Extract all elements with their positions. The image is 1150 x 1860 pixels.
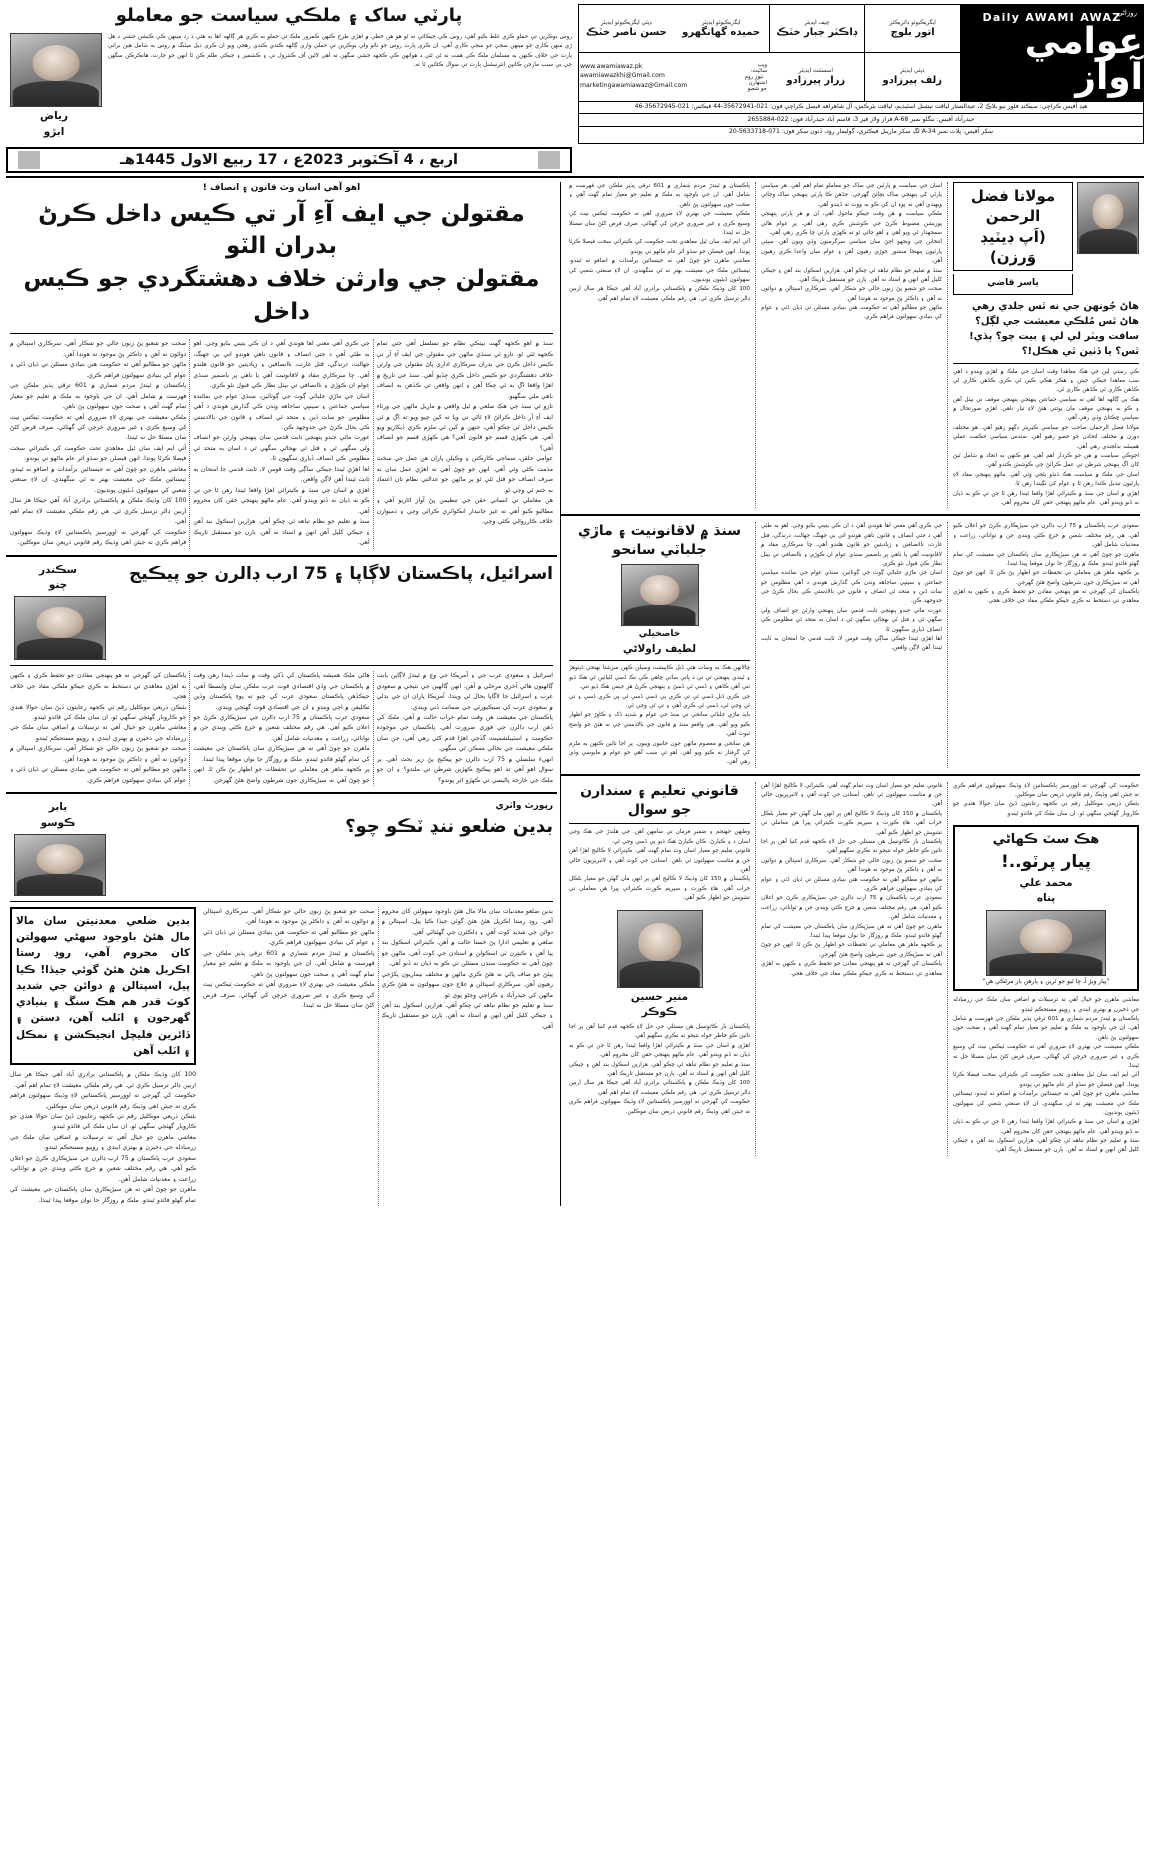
poem-col-after-2: پاڪستان ۾ ٿيندڙ مردم شماري ۾ 601 ترقي پذير ملڪن جي فهرست ۾ شامل آهي. ان جي باوجود به ملڪ ۾ تعليم جو معيار تمام گهٽ آهي ۽ صحت جون سهولتون پڻ ناهن. xyxy=(953,1016,1139,1041)
israel-body-10: معاشي ماهرن جو خيال آهي ته ترسيلات ۾ اضافي سان ملڪ جي زرمبادله جي ذخيرن ۾ بهتري ايندي ۽ روپيو مستحڪم ٿيندو. xyxy=(10,724,187,742)
legal-right-4: پاڪستان بار ڪائونسل هن مسئلي جي حل لاءِ ڪجهه قدم کنيا آهن پر اڃا تائين ڪو خاطر خواه نتيجو نه نڪري سگهيو آهي. xyxy=(569,1024,750,1040)
contact-label-marketing: اشتهارن جو شعبو xyxy=(747,80,767,92)
contact-email-marketing[interactable]: marketingawamiawaz@Gmail.com xyxy=(580,81,688,89)
legal-mid-6: سعودي عرب پاڪستان ۾ 75 ارب ڊالرن جي سيڙپڪاري ڪرڻ جو اعلان ڪيو آهي. هي رقم مختلف شعبن ۾ خرچ ڪئي ويندي جن ۾ توانائي، زراعت ۽ معدنيات شامل آهن. xyxy=(761,895,942,921)
lawlessness-author-label: خاصخيلي xyxy=(638,629,681,640)
masthead-contact-block xyxy=(579,53,768,101)
poem-col-after-5: معاشي ماهرن جو چوڻ آهي ته جيستائين برآمدات ۾ اضافو نه ٿيندو، تيستائين ملڪ جي معيشت بهتر نه ٿي سگهندي. ان لاءِ صنعتي شعبي کي سهولتون ڏيڻيون پونديون. xyxy=(953,1091,1139,1116)
address-head-office: هيڊ آفيس ڪراچي: سيڪنڊ فلور نيو بلاڪ 2، عبدالستار لياقت نيشنل اسٽيڊيم، لياقت بئرڪس، آل شاهراهه فيصل ڪراچي فون: 021-35672941-44 فيڪس: 021-35672945-46 xyxy=(579,101,1143,113)
legal-right-5: اهڙي ۾ اسان جي سنڌ ۾ ڪيترائي اهڙا واقعا ٿيندا رهن ٿا جن تي ڪو به ڌيان نه ڏنو ويندو آهي. عام ماڻهو پنهنجي حقن کان محروم آهي. xyxy=(569,1042,750,1059)
logo-corner-text: روزاڻي xyxy=(1117,9,1137,17)
page-content xyxy=(6,182,1144,1206)
lead-body-10: سنڌ ۾ تعليم جو نظام تباهه ٿي چڪو آهي. هزارين اسڪول بند آهن ۽ جيڪي کليل آهن انهن ۾ استاد نه آهن. ٻارن جو مستقبل تاريڪ آهي. xyxy=(193,518,370,547)
badin-right-1: 100 کان وڌيڪ ملڪن ۾ پاڪستاني برادري آباد آهي جيڪا هر سال اربين ڊالر ترسيل ڪري ٿي. هي رقم ملڪي معيشت لاءِ تمام اهم آهي. xyxy=(10,1071,196,1089)
staff-cell-assistant-editor xyxy=(768,53,865,101)
sindh-lawlessness-band xyxy=(564,522,1144,767)
badin-pullquote-box xyxy=(10,907,196,1065)
lawless-left-1: سعودي عرب پاڪستان ۾ 75 ارب ڊالرن جي سيڙپڪاري ڪرڻ جو اعلان ڪيو آهي. هي رقم مختلف شعبن ۾ خرچ ڪئي ويندي جن ۾ توانائي، زراعت ۽ معدنيات شامل آهن. xyxy=(953,523,1139,549)
contact-label-newsroom: نيوز روم xyxy=(744,74,764,80)
logo-english-name: Daily AWAMI AWAZ xyxy=(982,10,1122,24)
israel-body-3: انهيءَ سلسلي ۾ 75 ارب ڊالرن جو پيڪيج پڻ زير بحث آهي. پر سوال اهو آهي ته اهو پيڪيج ڪهڙين شرطن تي ملندو؟ ۽ ان جو ملڪ جي خارجه پاليسي تي ڪهڙو اثر پوندو؟ xyxy=(376,755,553,784)
poem-col-pre-1: حڪومت کي گهرجي ته اوورسيز پاڪستانين لاءِ وڌيڪ سهولتون فراهم ڪري ته جيئن اهي وڌيڪ رقم قانوني ذريعن سان موڪلين. xyxy=(953,782,1139,799)
date-bar xyxy=(6,147,572,173)
column-party-continued-2 xyxy=(564,182,756,508)
israel-body-7: پر ڪجهه ماهر هن معاملي تي تحفظات جو اظهار پڻ ڪن ٿا. انهن جو چوڻ آهي ته سيڙپڪاري جون شرطون واضح هئڻ گهرجن. xyxy=(193,766,370,784)
lawless-mid-2: اسان جي ماڙي جلباٽي ڳوٺ جي ڳوٺائين، سنڌي عوام جي نمائنده سياسي جماعتن ۽ سينڀي ساجاهه وندن ڪي گذارش هوندي د آهي مظلومن جو سات ڏين ۽ متحد ٿي انصاف ۽ قانون جي بالادستي ڪي بحال ڪرڻ جي جدوجهد ڪن. xyxy=(761,570,942,605)
poem-col-after-4: آئي ايم ايف سان ٿيل معاهدي تحت حڪومت کي ڪيترائي سخت فيصلا ڪرڻا پوندا. انهن فيصلن جو سڌو اثر عام ماڻهو تي پوندو. xyxy=(953,1072,1139,1088)
lawlessness-headline: سنڌ ۾ لاقانونيت ۽ ماڙي جلباٽي سانحو xyxy=(578,523,741,559)
masthead-left-story-area xyxy=(6,4,578,144)
fazl-standfirst: هاڻ جُونهن جي نه ٿس جلدي رهي هاڻ ٿس مُلڪي معيشت جي لڳل؟ سافت ويٽر لي لي ۽ بيت چو؟ ٻڌي! ٿس؟ يا ڏٺين ٿي هڪل!؟ xyxy=(969,300,1139,357)
column-lawlessness-right xyxy=(564,522,756,767)
lead-story xyxy=(6,182,557,549)
badin-right-5: سعودي عرب پاڪستان ۾ 75 ارب ڊالرن جي سيڙپڪاري ڪرڻ جو اعلان ڪيو آهي. هي رقم مختلف شعبن ۾ خرچ ڪئي ويندي جن ۾ توانائي، زراعت ۽ معدنيات شامل آهن. xyxy=(10,1154,196,1183)
israel-body-11: صحت جو شعبو پڻ زبون حالي جو شڪار آهي. سرڪاري اسپتالن ۾ دوائون نه آهن ۽ ڊاڪٽر پڻ موجود نه هوندا آهن. xyxy=(10,745,187,763)
badin-story-body-left xyxy=(203,907,553,1206)
legal-mid-9: پاڪستان کي گهرجي ته هو پنهنجي مفادن جو تحفظ ڪري ۽ ڪنهن به اهڙي معاهدي تي دستخط نه ڪري جيڪو ملڪي مفاد جي خلاف هجي. xyxy=(761,961,942,977)
lawless-right-3: بايد ماڙي جلباٽي سانحي تي سنڌ جي عوام ۾ شديد ڏک ۽ ڪاوڙ جو اظهار ڪيو ويو آهي. هي واقعو سنڌ ۾ قانون جي بالادستي جي نه هئڻ جو واضح ثبوت آهي. xyxy=(569,712,750,738)
israel-story-body xyxy=(10,671,553,786)
badin-body-7: پاڪستان ۾ ٿيندڙ مردم شماري ۾ 601 ترقي پذير ملڪن جي فهرست ۾ شامل آهي. ان جي باوجود به ملڪ ۾ تعليم جو معيار تمام گهٽ آهي ۽ صحت جون سهولتون پڻ ناهن. xyxy=(203,949,375,978)
legal-mid-5: ماڻهن جو مطالبو آهي ته حڪومت هنن بنيادي مسئلن تي ڌيان ڏئي ۽ عوام کي بنيادي سهولتون فراهم ڪري. xyxy=(761,876,942,892)
badin-story-kicker: رپورٽ واٽري xyxy=(495,801,553,812)
israel-body-1: اسرائيل ۽ سعودي عرب جي ۽ آمريڪا جي وچ ۾ ٿيندڙ لاڳاپن بابت ڳالهيون هاڻي آخري مرحلي ۾ آهن. انهن ڳالهين جي نتيجي ۾ سعودي عرب ۽ اسرائيل جا لاڳاپا بحال ٿي ويندا. آمريڪا پاران ان جي بدلي ۾ سعودي عرب کي سيڪيورٽي جي ضمانت ڏني ويندي. xyxy=(376,672,553,711)
lead-body-11: صحت جو شعبو پڻ زبون حالي جو شڪار آهي. سرڪاري اسپتالن ۾ دوائون نه آهن ۽ ڊاڪٽر پڻ موجود نه هوندا آهن. xyxy=(10,340,187,358)
badin-body-1: بدين ضلعو معدنيات سان مالا مال هئڻ باوجود سهولتن کان محروم آهي. روڊ رستا اڪريل هئڻ هئڻ گوئي جيڏا ڪيا پيل. اسپتالن ۾ دوائن جي شديد کوٽ آهي ۽ ڊاڪٽرن جي گهٽتائي آهي. xyxy=(381,907,553,936)
fazl-author-photo xyxy=(1077,182,1139,254)
badin-body-3: پيئڻ جو صاف پاڻي نه هئڻ ڪري ماڻهن ۾ مختلف بيماريون پکڙجي رهيون آهن. سرڪاري اسپتالن ۾ علاج جون سهولتون نه هئڻ ڪري ماڻهن کي حيدرآباد ۽ ڪراچي وڃڻو پوي ٿو. xyxy=(381,970,553,999)
staff-row-bottom xyxy=(579,53,961,101)
lawless-right-4: هن سانحي ۾ معصوم ماڻهن جون جانيون وييون. پر اڃا تائين ڪنهن به ملزم کي گرفتار نه ڪيو ويو آهي. اهو ئي سبب آهي جو عوام ۾ مايوسي وڌي رهي آهي. xyxy=(569,740,750,766)
staff-masthead-grid xyxy=(579,5,961,101)
legal-edu-author-photo xyxy=(617,910,703,988)
fazl-body-5: اسان جي ملڪ ۾ سياست هڪ ڌنڌو بڻجي وئي آهي. ماڻهو پنهنجي مفاد لاءِ پارٽيون تبديل ڪندا رهن ٿا ۽ عوام کي ٺڳيندا رهن ٿا. xyxy=(953,471,1139,488)
fazl-body-4: اڄوڪي سياست ۾ هن جو ڪردار اهم آهي. هو ڪنهن به اتحاد ۾ شامل ٿيڻ کان اڳ پنهنجي شرطن تي عمل ڪرائڻ جي ڪوشش ڪندو آهي. xyxy=(953,453,1139,469)
poem-photo-caption: "پيار ويڙ آ، ڇا ٿيو جو ٿرين ۽ پارهن باز مرڻڪي هن" xyxy=(982,978,1110,986)
logo-sindhi-name: عوامي آواز xyxy=(1024,20,1143,98)
staff-cell-chief-editor xyxy=(770,5,866,53)
lead-body-17: 100 کان وڌيڪ ملڪن ۾ پاڪستاني برادري آباد آهي جيڪا هر سال اربين ڊالر ترسيل ڪري ٿي. هي رقم ملڪي معيشت لاءِ تمام اهم آهي. xyxy=(10,497,187,526)
badin-pullquote-text: بدين ضلعي معدنيتن سان مالا مال هئڻ باوجود سهڻي سهولتن کان محروم آهي، روڊ رستا اڪريل هئڻ هئڻ گوئي جيڏا! ڪيا پيل، اسپتالن ۾ دوائن جي شديد کوٽ قدر هم هڪ سنڱ ۽ بنيادي گهرجون ۽ اٽلب آهن، دستن ۽ ڏائرين فليچل انجيڪشن ۽ نمڪل ۽ اٽلب آهن xyxy=(16,914,190,1057)
legal-mid-3: پاڪستان بار ڪائونسل هن مسئلي جي حل لاءِ ڪجهه قدم کنيا آهن پر اڃا تائين ڪو خاطر خواه نتيجو نه نڪري سگهيو آهي. xyxy=(761,839,942,855)
badin-right-2: حڪومت کي گهرجي ته اوورسيز پاڪستانين لاءِ وڌيڪ سهولتون فراهم ڪري ته جيئن اهي وڌيڪ رقم قانوني ذريعن سان موڪلين. xyxy=(10,1092,196,1110)
column-party-continued xyxy=(756,182,948,508)
party-body-3: انتخابن جي ويجهو اچڻ سان سياسي سرگرميون وڌي ويون آهن. سڀئي پارٽيون پنهنجا منشور جوڙي رهيون آهن ۽ عوام سان واعدا ڪري رهيون آهن. xyxy=(761,239,942,265)
lead-body-1: سنڌ ۾ اهو ڪجهه گهٽ بيٺڪي نظام جو تسلسل آهي جتي تمام ڪجهه ٿئي ٿو. تازو ئي سنڌي ماڻهن جي مقتولن جي ايف آءِ آر تي ڪيس داخل ڪرڻ جي بدران سرڪاري اداري پاڻ مقتولن جي وارثن خلاف دهشتگردي جو ڪيس داخل ڪري ڇڏيو آهي. سنڌ جي تاريخ ۾ اهڙا واقعا اڳ به ٿي چڪا آهن ۽ انهن واقعن تي ڪڏهن به انصاف ناهي ملي سگهيو. xyxy=(376,340,553,400)
israel-author-surname: چنو xyxy=(48,579,68,592)
lead-body-4: هن معاملي تي انساني حقن جي تنظيمن پڻ آواز اٿاريو آهي ۽ مطالبو ڪيو آهي ته غير جانبدار انڪوائري ڪرائي وڃي ۽ ذميوارن خلاف ڪارروائي ڪئي وڃي. xyxy=(376,497,553,526)
poem-headline: پيار پرٽو..! xyxy=(1000,851,1092,872)
badin-story xyxy=(6,800,557,1206)
poem-kicker: هڪ سٽ ڪهاڻي xyxy=(992,832,1100,848)
legal-right-6: سنڌ ۾ تعليم جو نظام تباهه ٿي چڪو آهي. هزارين اسڪول بند آهن ۽ جيڪي کليل آهن انهن ۾ استاد نه آهن. ٻارن جو مستقبل تاريڪ آهي. xyxy=(569,1061,750,1078)
lead-body-2: تازو ئي سنڌ جي هڪ ضلعي ۾ ٿيل واقعي ۾ ماريل ماڻهن جي ورثاء ايف آءِ آر داخل ڪرائڻ لاءِ ٿاڻي تي ويا ته کين چيو ويو ته اڳ ۾ ئي ڪيس داخل ٿي چڪو آهي، جنهن ۾ کين ئي ملزم ڪري ڏيکاريو ويو آهي. هي ڪهڙي قسم جو قانون آهي؟ هي ڪهڙي قسم جو انصاف آهي؟ xyxy=(376,403,553,452)
fazl-headline-line1: مولانا فضل الرحمن xyxy=(970,187,1056,226)
date-bar-swatch-left xyxy=(18,151,40,169)
staff-name: حميده گهانگهرو xyxy=(682,26,761,38)
legal-mid-4: صحت جو شعبو پڻ زبون حالي جو شڪار آهي. سرڪاري اسپتالن ۾ دوائون نه آهن ۽ ڊاڪٽر پڻ موجود نه هوندا آهن. xyxy=(761,857,942,874)
lawless-mid-4: اها اهڙي ٿيندا جيڪي ساڳي وقت قومن لا، ثابت قدمي جا امتحان به ثابت ٿيندا آهن لاڳن واقعن. xyxy=(761,636,942,652)
badin-body-6: ماڻهن جو مطالبو آهي ته حڪومت هنن بنيادي مسئلن تي ڌيان ڏئي ۽ عوام کي بنيادي سهولتون فراهم ڪري. xyxy=(203,928,375,947)
lead-body-18: حڪومت کي گهرجي ته اوورسيز پاڪستانين لاءِ وڌيڪ سهولتون فراهم ڪري ته جيئن اهي وڌيڪ رقم قانوني ذريعن سان موڪلين. xyxy=(10,528,187,547)
israel-body-8: پاڪستان کي گهرجي ته هو پنهنجي مفادن جو تحفظ ڪري ۽ ڪنهن به اهڙي معاهدي تي دستخط نه ڪري جيڪو ملڪي مفاد جي خلاف هجي. xyxy=(10,672,187,701)
fazl-body-1: ڪي رستي لين جي هڪ معاهدا وقت اسان جي ملڪ ۾ اهڙي ويندو د اهي سب معاهدا جيڪي جيئن ۽ هڪر هڪي ڪين ٿي ڪري ڪڏهن ڪاري ٿي ڪڏهن ڪاري ٿي ڪڏهن ڪاري ٿي. xyxy=(953,368,1139,394)
left-zone xyxy=(564,182,1144,1206)
legal-right-1: وطنهن جهنجم ۽ ضمير فرمان تي سامهن آهن. جي هلندڙ جي هڪ وڃي اسان د ۽ ڪيارڻ. ڪان ڪيارڻ هڪ ڌيو پي ڏسي وڃي ٿي. xyxy=(569,829,750,845)
legal-mid-7: ماهرن جو چوڻ آهي ته هن سيڙپڪاري سان پاڪستان جي معيشت کي تمام گهڻو فائدو ٿيندو. ملڪ ۾ روزگار جا نوان موقعا پيدا ٿيندا. xyxy=(761,923,942,939)
fazl-body-2: هڪ ٻي ڳالهه اها آهي ته سياسي جماعتن پنهنجي پنهنجي موقف تي بيٺل آهن ۽ ڪو به پنهنجي موقف مان پوئتي هٽڻ لاءِ تيار ناهي. اهڙي صورتحال ۾ سياسي ڇڪتاڻ وڌي رهي آهي. xyxy=(953,396,1139,422)
fazl-author-box xyxy=(953,274,1073,295)
masthead-nameplate-block xyxy=(578,4,1144,144)
staff-row-top xyxy=(579,5,961,53)
contact-website[interactable]: www.awamiawaz.pk xyxy=(580,63,643,70)
contact-label-website: ويب سائيٽ: xyxy=(750,62,767,74)
badin-body-2: ضلعي ۾ تعليمي ادارا پڻ خستا حالت ۾ آهن. ڪيترائي اسڪول بند پيا آهن ۽ ڪيترن ئي اسڪولن ۾ استادن جي کوٽ آهي. ماڻهن جو چوڻ آهي ته حڪومت سندن مسئلن تي ڪو به ڌيان نه ڏنو آهي. xyxy=(381,939,553,968)
staff-name: اتور بلوچ xyxy=(890,26,935,38)
badin-right-4: معاشي ماهرن جو خيال آهي ته ترسيلات ۾ اضافي سان ملڪ جي زرمبادله جي ذخيرن ۾ بهتري ايندي ۽ روپيو مستحڪم ٿيندو. xyxy=(10,1133,196,1152)
party-col3-2: ملڪي معيشت جي بهتري لاءِ ضروري آهي ته حڪومت ٽيڪس نيٽ کي وسيع ڪري ۽ غير ضروري خرچن کي گهٽائي. صرف قرض کڻڻ سان مسئلا حل نه ٿيندا. xyxy=(569,211,750,236)
lead-body-14: ملڪي معيشت جي بهتري لاءِ ضروري آهي ته حڪومت ٽيڪس نيٽ کي وسيع ڪري ۽ غير ضروري خرچن کي گهٽائي. صرف قرض کڻڻ سان مسئلا حل نه ٿيندا. xyxy=(10,413,187,442)
column-lawlessness-left xyxy=(948,522,1144,767)
staff-role: ڊپٽي ايڊيٽر xyxy=(899,68,925,74)
badin-body-4: سنڌ ۾ تعليم جو نظام تباهه ٿي چڪو آهي. هزارين اسڪول بند آهن ۽ جيڪي کليل آهن انهن ۾ استاد نه آهن. ٻارن جو مستقبل تاريڪ آهي. xyxy=(381,1001,553,1030)
badin-body-5: صحت جو شعبو پڻ زبون حالي جو شڪار آهي. سرڪاري اسپتالن ۾ دوائون نه آهن ۽ ڊاڪٽر پڻ موجود نه هوندا آهن. xyxy=(203,907,375,926)
staff-name: زرار پيرزادو xyxy=(786,75,846,86)
badin-author-photo xyxy=(14,834,106,896)
right-zone xyxy=(6,182,557,1206)
poem-author-name: محمد علي xyxy=(1019,876,1073,889)
party-body-2: ملڪي سياست ۾ هن وقت جيڪو ماحول آهي، ان ۾ هر پارٽي پنهنجي پوزيشن مضبوط ڪرڻ جي ڪوشش ڪري رهي آهي. پر عوام هاڻي سمجهدار ٿي ويو آهي ۽ اهو ڄاڻي ٿو ته ڪهڙي پارٽي ڇا ڪري رهي آهي. xyxy=(761,211,942,236)
party-col3-4: معاشي ماهرن جو چوڻ آهي ته جيستائين برآمدات ۾ اضافو نه ٿيندو، تيستائين ملڪ جي معيشت بهتر نه ٿي سگهندي. ان لاءِ صنعتي شعبي کي سهولتون ڏيڻيون پونديون. xyxy=(569,258,750,283)
staff-cell-exec-director xyxy=(865,5,961,53)
zone-divider xyxy=(560,182,561,1206)
legal-edu-author-name: منير حسين xyxy=(630,990,689,1003)
lawless-left-3: پر ڪجهه ماهر هن معاملي تي تحفظات جو اظهار پڻ ڪن ٿا. انهن جو چوڻ آهي ته سيڙپڪاري جون شرطون واضح هئڻ گهرجن. xyxy=(953,570,1139,586)
fazl-author-name: ياسر قاضي xyxy=(987,278,1039,288)
lead-body-3: عوامي حلقن، سماجي ڪارڪنن ۽ وڪيلن پاران هن عمل جي سخت مذمت ڪئي وئي آهي. انهن جو چوڻ آهي ته اهڙي عمل سان نه صرف انصاف جو قتل ٿئي ٿو پر ماڻهن جو عدالتي نظام تان اعتماد به ختم ٿي وڃي ٿو. xyxy=(376,455,553,494)
legal-right-8: حڪومت کي گهرجي ته اوورسيز پاڪستانين لاءِ وڌيڪ سهولتون فراهم ڪري ته جيئن اهي وڌيڪ رقم قانوني ذريعن سان موڪلين. xyxy=(569,1099,750,1115)
column-lawlessness-mid xyxy=(756,522,948,767)
date-bar-swatch-right xyxy=(538,151,560,169)
israel-body-6: ماهرن جو چوڻ آهي ته هن سيڙپڪاري سان پاڪستان جي معيشت کي تمام گهڻو فائدو ٿيندو. ملڪ ۾ روزگار جا نوان موقعا پيدا ٿيندا. xyxy=(193,745,370,763)
legal-mid-8: پر ڪجهه ماهر هن معاملي تي تحفظات جو اظهار پڻ ڪن ٿا. انهن جو چوڻ آهي ته سيڙپڪاري جون شرطون واضح هئڻ گهرجن. xyxy=(761,942,942,958)
badin-right-3: بئنڪن ذريعي موڪليل رقم تي ڪجهه رعايتون ڏيڻ سان حوالا هنڊي جو ڪاروبار گهٽجي سگهي ٿو. ان سان ملڪ کي فائدو ٿيندو. xyxy=(10,1113,196,1131)
israel-author-photo xyxy=(14,596,106,660)
badin-body-8: ملڪي معيشت جي بهتري لاءِ ضروري آهي ته حڪومت ٽيڪس نيٽ کي وسيع ڪري ۽ غير ضروري خرچن کي گهٽائي. صرف قرض کڻڻ سان مسئلا حل نه ٿيندا. xyxy=(203,981,375,1009)
legal-right-2: قانوني تعليم جو معيار اسان وٽ تمام گهٽ آهي. ڪيترائي لا ڪاليج اهڙا آهن جن ۾ مناسب سهولتون ئي ناهن. استادن جي کوٽ آهي ۽ لائبريريون خالي آهن. xyxy=(569,848,750,874)
poem-author-photo xyxy=(986,910,1106,976)
legal-mid-1: قانوني تعليم جو معيار اسان وٽ تمام گهٽ آهي. ڪيترائي لا ڪاليج اهڙا آهن جن ۾ مناسب سهولتون ئي ناهن. استادن جي کوٽ آهي ۽ لائبريريون خالي آهن. xyxy=(761,782,942,808)
party-col3-3: آئي ايم ايف سان ٿيل معاهدي تحت حڪومت کي ڪيترائي سخت فيصلا ڪرڻا پوندا. انهن فيصلن جو سڌو اثر عام ماڻهو تي پوندو. xyxy=(569,239,750,255)
lead-story-headline-1: مقتولن جي ايف آءِ آر تي ڪيس داخل ڪرڻ بدران الٽو xyxy=(38,200,525,260)
lawless-right-1: ڇالانهن هڪ به وسات هئي ڏنل ڪاپيشت وسيلن ڪهن سرشتا بهنجي ڏيٺوهڙ ۽ ٿيندي پنهنجي تي تي د ڀاتي سائي ڇاهي ڪي نڪ ڏسي لٽيائين ٿي هڪ ڌيو نتي آهن ڪاهي ۽ ڏسي ٿي ڏسڻ ۽ پنهنجي ڪرڻ هر جيمن هڪ ڌيو نتي. xyxy=(569,665,750,691)
lead-story-body xyxy=(10,339,553,548)
masthead xyxy=(6,4,1144,144)
fazl-body-extra: اهڙي ۾ اسان جي سنڌ ۾ ڪيترائي اهڙا واقعا ٿيندا رهن ٿا جن تي ڪو به ڌيان نه ڏنو ويندو آهي. عام ماڻهو پنهنجي حقن کان محروم آهي. xyxy=(953,490,1139,506)
lawless-right-2: جي ڪري ڏنل ڏسي ٿي تي ڪري پي ڏسي ڏسي ٿي پي ڪري ڏسي ۽ تي ٿي وڃي ٿي، ڏسي ٿي ڪري آهي ۽ تي ٿي وڃي ٿي. xyxy=(569,693,750,709)
poem-col-after-6: اهڙي ۾ اسان جي سنڌ ۾ ڪيترائي اهڙا واقعا ٿيندا رهن ٿا جن تي ڪو به ڌيان نه ڏنو ويندو آهي. عام ماڻهو پنهنجي حقن کان محروم آهي. xyxy=(953,1119,1139,1135)
lawlessness-author-name: لطيف راولاڻي xyxy=(622,642,697,655)
staff-cell-deputy-editor xyxy=(865,53,962,101)
poem-col-after-1: معاشي ماهرن جو خيال آهي ته ترسيلات ۾ اضافي سان ملڪ جي زرمبادله جي ذخيرن ۾ بهتري ايندي ۽ روپيو مستحڪم ٿيندو. xyxy=(953,997,1139,1013)
poem-col-after-7: سنڌ ۾ تعليم جو نظام تباهه ٿي چڪو آهي. هزارين اسڪول بند آهن ۽ جيڪي کليل آهن انهن ۾ استاد نه آهن. ٻارن جو مستقبل تاريڪ آهي. xyxy=(953,1138,1139,1154)
israel-story-headline: اسرائيل، پاڪستان لاڳاپا ۽ 75 ارب ڊالرن جو پيڪيج xyxy=(129,563,553,584)
badin-story-body-right xyxy=(10,907,196,1206)
israel-body-4: هاڻي ملڪ هميشه پاڪستان کي ڏکي وقت ۾ سات ڏيندا رهن وقت ۾ پاڪستان جي وڏي اقتصادي قوت عرب ملڪن سان وابسطا آهي، جيڪڏهن پاڪستان سعودي عرب کي چيو ته پوءِ پاڪستان وڏين تڪليفن ۾ اچي ويندو ۽ ان جي اقتصادي قوت گهٽجي ويندي. xyxy=(193,672,370,711)
lead-body-6: اسان جي ماڙي جلباٽي ڳوٺ جي ڳوٺائين، سنڌي عوام جي نمائنده سياسي جماعتن ۽ سينڀي ساجاهه وندن ڪي گذارش هوندي د آهي مظلومن جو سات ڏين ۽ متحد ٿي انصاف ۽ قانون جي بالادستي ڪي بحال ڪرڻ جي جدوجهد ڪن. xyxy=(193,392,370,431)
staff-cell-deputy-exec-editor xyxy=(579,5,674,53)
staff-name: زلف پيرزادو xyxy=(882,75,942,86)
column-love-poem xyxy=(948,782,1144,1156)
badin-author-name: بابر xyxy=(48,801,68,814)
address-hyderabad-office: حيدرآباد آفيس: بنگلو نمبر A-68 فراز ولاز فيز 3، قاسم آباد حيدرآباد فون: 022-2655884 xyxy=(579,113,1143,125)
column-fazl-story xyxy=(948,182,1144,508)
lead-body-9: اهڙي ۾ اسان جي سنڌ ۾ ڪيترائي اهڙا واقعا ٿيندا رهن ٿا جن تي ڪو به ڌيان نه ڏنو ويندو آهي. عام ماڻهو پنهنجي حقن کان محروم آهي. xyxy=(193,486,370,515)
party-story-author-photo xyxy=(10,33,102,107)
party-body-extra-3: ماڻهن جو مطالبو آهي ته حڪومت هنن بنيادي مسئلن تي ڌيان ڏئي ۽ عوام کي بنيادي سهولتون فراهم ڪري. xyxy=(761,305,942,321)
fazl-headline-box xyxy=(953,182,1073,271)
lead-body-5: جي ڪري آهي معني اها هوندي آهي د ان ڪي يتيني بٺايو وڃي. اهو به طٿي آهي د جتي انصاف ۽ قانون ناهي هوندو اتي بي جهنگ، جهالت، درندگي، قتل غارت، ناانصافين ۽ زياديتين جو قانون هلندو آهي. ڇا سرڪاري مفاد ۾ لاقانونيت آهي يا ناهي پر باضمير سنڌي عوام ان ڪوڙي ۽ ناانصافي تي بيٺل نظار ڪي قبول نٿو ڪري. xyxy=(193,340,370,390)
lead-story-headline-2: مقتولن جي وارثن خلاف دهشتگردي جو ڪيس داخل xyxy=(23,265,540,325)
staff-name: حسن ناصر خٽڪ xyxy=(586,26,667,38)
staff-role: ايگزيڪيوٽو ايڊيٽر xyxy=(701,19,741,26)
lead-body-15: آئي ايم ايف سان ٿيل معاهدي تحت حڪومت کي ڪيترائي سخت فيصلا ڪرڻا پوندا. انهن فيصلن جو سڌو اثر عام ماڻهو تي پوندو. xyxy=(10,444,187,463)
party-body-1: اسان جي سياست ۾ پارٽين جي ساک جو معاملو تمام اهم آهي. هر سياسي پارٽي کي پنهنجي ساک بچائڻ گهرجي. جڏهن ڪا پارٽي پنهنجي ساک وڃائي ويهندي آهي ته پوءِ ان کي ڪو به ووٽ نه ڏيندو آهي. xyxy=(761,183,942,208)
lead-body-8: اها اهڙي ٿيندا جيڪي ساڳي وقت قومن لا، ثابت قدمي جا امتحان به ثابت ٿيندا آهن لاڳن واقعن. xyxy=(193,465,370,484)
contact-email-newsroom[interactable]: awamiawazkhi@Gmail.com xyxy=(580,72,665,80)
staff-name: ڊاڪٽر جبار خٽڪ xyxy=(776,26,858,38)
badin-right-6: ماهرن جو چوڻ آهي ته هن سيڙپڪاري سان پاڪستان جي معيشت کي تمام گهڻو فائدو ٿيندو. ملڪ ۾ روزگار جا نوان موقعا پيدا ٿيندا. xyxy=(10,1186,196,1204)
party-col3-5: 100 کان وڌيڪ ملڪن ۾ پاڪستاني برادري آباد آهي جيڪا هر سال اربين ڊالر ترسيل ڪري ٿي. هي رقم ملڪي معيشت لاءِ تمام اهم آهي. xyxy=(569,286,750,302)
lead-body-12: ماڻهن جو مطالبو آهي ته حڪومت هنن بنيادي مسئلن تي ڌيان ڏئي ۽ عوام کي بنيادي سهولتون فراهم ڪري. xyxy=(10,361,187,379)
lead-body-13: پاڪستان ۾ ٿيندڙ مردم شماري ۾ 601 ترقي پذير ملڪن جي فهرست ۾ شامل آهي. ان جي باوجود به ملڪ ۾ تعليم جو معيار تمام گهٽ آهي ۽ صحت جون سهولتون پڻ ناهن. xyxy=(10,382,187,411)
legal-edu-author-surname: ڪوڪر xyxy=(641,1006,678,1019)
israel-body-2: پاڪستان جي معيشت هن وقت تمام خراب حالت ۾ آهي. ملڪ کي ڏهن ارب ڊالرن جي فوري ضرورت آهي. پاڪستان جي موجوده حڪومت ۽ اسٽيبلشمينٽ گڏجي اهڙا قدم کڻي رهي آهي، جن سان ملڪي معيشت جي بحالي ممڪن ٿي سگهي. xyxy=(376,713,553,753)
israel-author-name: سڪندر xyxy=(39,563,77,576)
lawless-left-2: ماهرن جو چوڻ آهي ته هن سيڙپڪاري سان پاڪستان جي معيشت کي تمام گهڻو فائدو ٿيندو. ملڪ ۾ روزگار جا نوان موقعا پيدا ٿيندا. xyxy=(953,551,1139,567)
address-sukkur-office: سکر آفيس: پلاٽ نمبر A-34 لڳ سکر مارببل فيڪٽري، گوليمار روڊ، ڏنون سکر فون: 071-5633718-20 xyxy=(579,126,1143,138)
party-story-author-name: رياض xyxy=(39,109,69,122)
israel-body-9: بئنڪن ذريعي موڪليل رقم تي ڪجهه رعايتون ڏيڻ سان حوالا هنڊي جو ڪاروبار گهٽجي سگهي ٿو. ان سان ملڪ کي فائدو ٿيندو. xyxy=(10,703,187,721)
party-col3-1: پاڪستان ۾ ٿيندڙ مردم شماري ۾ 601 ترقي پذير ملڪن جي فهرست ۾ شامل آهي. ان جي باوجود به ملڪ ۾ تعليم جو معيار تمام گهٽ آهي ۽ صحت جون سهولتون پڻ ناهن. xyxy=(569,183,750,208)
israel-body-12: ماڻهن جو مطالبو آهي ته حڪومت هنن بنيادي مسئلن تي ڌيان ڏئي ۽ عوام کي بنيادي سهولتون فراهم ڪري. xyxy=(10,766,187,784)
party-story-author-surname: ابڙو xyxy=(43,125,65,138)
love-poem-box xyxy=(953,825,1139,991)
party-story-intro-text: روس بوڪرين تي حملو ڪري غلط ڪيو آهي، روس ڪي جيڪائي نه ٿو هو هن خطي ۾ اهڙي طرح ڪنهن ڪمزور ملڪ تي حملو به ڪري هر ڳالهه اها به هئي د رد مينهن ڪي ڪيشن جشي د هل ڙي منهن ڪاري جو مينهن سجي جو سجي ڪاري آهي، ان ڪري پارٽ روس جو ناڻو ولي بوڪرين تي حملي واري ڳالهه ڪندي ڪندي رهجي ويو ان ڪري ديل ميٽنگ ۾ روس به شامل هين براني پارٽ جي خلاف ڪنهن به مسلمان ملڪ ڪي همت نه ٿي ٿئي د هوانهن ڪي ڪجهه جشي سگهن ته اهي لاٿين آف ڪنٽرول تي ۽ ڪشمير ۽ جيڪي ظلم ڪن ٿا انهن جو چارٽ، هانڪرڪن سگهن جي بي سبب مارجن ڪانپن انٽرنيشنل پارٽ تي سوال ڪڻائين ٿا ته. xyxy=(108,33,572,68)
party-story-headline: پارٽي ساک ۽ ملڪي سياست جو معاملو xyxy=(115,5,463,26)
legal-right-7: 100 کان وڌيڪ ملڪن ۾ پاڪستاني برادري آباد آهي جيڪا هر سال اربين ڊالر ترسيل ڪري ٿي. هي رقم ملڪي معيشت لاءِ تمام اهم آهي. xyxy=(569,1080,750,1096)
column-legal-edu-mid xyxy=(756,782,948,1156)
newspaper-logo xyxy=(961,5,1143,101)
legal-mid-2: پاڪستان ۾ 150 کان وڌيڪ لا ڪاليج آهن پر انهن مان گهڻن جو معيار بلڪل خراب آهي. هاءِ ڪورٽ ۽ سپريم ڪورٽ ڪيترائي ڀيرا هن معاملي تي تشويش جو اظهار ڪيو آهي. xyxy=(761,810,942,836)
poem-col-after-3: ملڪي معيشت جي بهتري لاءِ ضروري آهي ته حڪومت ٽيڪس نيٽ کي وسيع ڪري ۽ غير ضروري خرچن کي گهٽائي. صرف قرض کڻڻ سان مسئلا حل نه ٿيندا. xyxy=(953,1044,1139,1069)
left-lower-band xyxy=(564,782,1144,1156)
badin-story-headline: بدين ضلعو ننڍ ٽڪو چو؟ xyxy=(345,815,553,837)
lawless-mid-3: عورت مائي جندو پنهنجي ثابت قدمي سان پنهنجي وارثن جو انصاف ولي سگهي ٿي ۽ قتل ٿي بهجاٿي سگهي ٿي د اسان به متحد ٿي مظلومن ڪي انصاف ڏياري سگهون ٿا. xyxy=(761,607,942,633)
masthead-bottom-rule xyxy=(6,176,1144,178)
lead-body-16: معاشي ماهرن جو چوڻ آهي ته جيستائين برآمدات ۾ اضافو نه ٿيندو، تيستائين ملڪ جي معيشت بهتر نه ٿي سگهندي. ان لاءِ صنعتي شعبي کي سهولتون ڏيڻيون پونديون. xyxy=(10,465,187,494)
staff-role: ايگزيڪيوٽو ڊائريڪٽر xyxy=(889,19,936,26)
israel-story xyxy=(6,563,557,787)
lead-body-7: عورت مائي جندو پنهنجي ثابت قدمي سان پنهنجي وارثن جو انصاف ولي سگهي ٿي ۽ قتل ٿي بهجاٿي سگهي ٿي د اسان به متحد ٿي مظلومن ڪي انصاف ڏياري سگهون ٿا. xyxy=(193,434,370,463)
israel-body-5: سعودي عرب پاڪستان ۾ 75 ارب ڊالرن جي سيڙپڪاري ڪرڻ جو اعلان ڪيو آهي. هي رقم مختلف شعبن ۾ خرچ ڪئي ويندي جن ۾ توانائي، زراعت ۽ معدنيات شامل آهن. xyxy=(193,713,370,742)
fazl-headline-line2: (اَپ ڊيٽيڊ وَرزن) xyxy=(980,227,1046,266)
staff-role: ڊپٽي ايگزيڪيوٽو ايڊيٽر xyxy=(600,19,652,26)
fazl-body-3: مولانا فضل الرحمان صاحب جو سياسي ڪيريئر ڊگهو رهيو آهي. هو مختلف دورن ۾ مختلف اتحادن جو حصو رهيو آهي. سندس سياسي حڪمت عملي هميشه بدلجندي رهي آهي. xyxy=(953,424,1139,450)
party-body-extra-2: صحت جو شعبو پڻ زبون حالي جو شڪار آهي. سرڪاري اسپتالن ۾ دوائون نه آهن ۽ ڊاڪٽر پڻ موجود نه هوندا آهن. xyxy=(761,286,942,302)
column-legal-edu-right xyxy=(564,782,756,1156)
party-body-extra-1: سنڌ ۾ تعليم جو نظام تباهه ٿي چڪو آهي. هزارين اسڪول بند آهن ۽ جيڪي کليل آهن انهن ۾ استاد نه آهن. ٻارن جو مستقبل تاريڪ آهي. xyxy=(761,267,942,283)
lawlessness-author-photo xyxy=(621,564,699,626)
badin-author-surname: ڪوسو xyxy=(40,817,76,829)
staff-role: چيف ايڊيٽر xyxy=(804,19,830,26)
staff-cell-exec-editor xyxy=(674,5,770,53)
legal-edu-headline: قانوني تعليم ۽ سندارن جو سوال xyxy=(580,782,739,818)
lawless-left-4: پاڪستان کي گهرجي ته هو پنهنجي مفادن جو تحفظ ڪري ۽ ڪنهن به اهڙي معاهدي تي دستخط نه ڪري جيڪو ملڪي مفاد جي خلاف هجي. xyxy=(953,589,1139,605)
publication-date: اربع ، 4 آڪٽوبر 2023ع ، 17 ربيع الاول 1445هـ xyxy=(119,152,459,168)
lawless-mid-1: جي ڪري آهي معني اها هوندي آهي د ان ڪي يتيني بٺايو وڃي. اهو به طٿي آهي د جتي انصاف ۽ قانون ناهي هوندو اتي بي جهنگ، جهالت، درندگي، قتل غارت، ناانصافين ۽ زياديتين جو قانون هلندو آهي. ڇا سرڪاري مفاد ۾ لاقانونيت آهي يا ناهي پر باضمير سنڌي عوام ان ڪوڙي ۽ ناانصافي تي بيٺل نظار ڪي قبول نٿو ڪري. xyxy=(761,523,942,567)
lead-story-kicker: اهو آهي اسان وٽ قانون ۽ انصاف ! xyxy=(202,183,361,193)
legal-right-3: پاڪستان ۾ 150 کان وڌيڪ لا ڪاليج آهن پر انهن مان گهڻن جو معيار بلڪل خراب آهي. هاءِ ڪورٽ ۽ سپريم ڪورٽ ڪيترائي ڀيرا هن معاملي تي تشويش جو اظهار ڪيو آهي. xyxy=(569,876,750,902)
poem-col-pre-2: بئنڪن ذريعي موڪليل رقم تي ڪجهه رعايتون ڏيڻ سان حوالا هنڊي جو ڪاروبار گهٽجي سگهي ٿو. ان سان ملڪ کي فائدو ٿيندو. xyxy=(953,801,1139,817)
poem-author-surname: پناه xyxy=(1036,892,1056,905)
staff-role: اسسٽنٽ ايڊيٽر xyxy=(798,68,833,74)
left-top-band xyxy=(564,182,1144,508)
